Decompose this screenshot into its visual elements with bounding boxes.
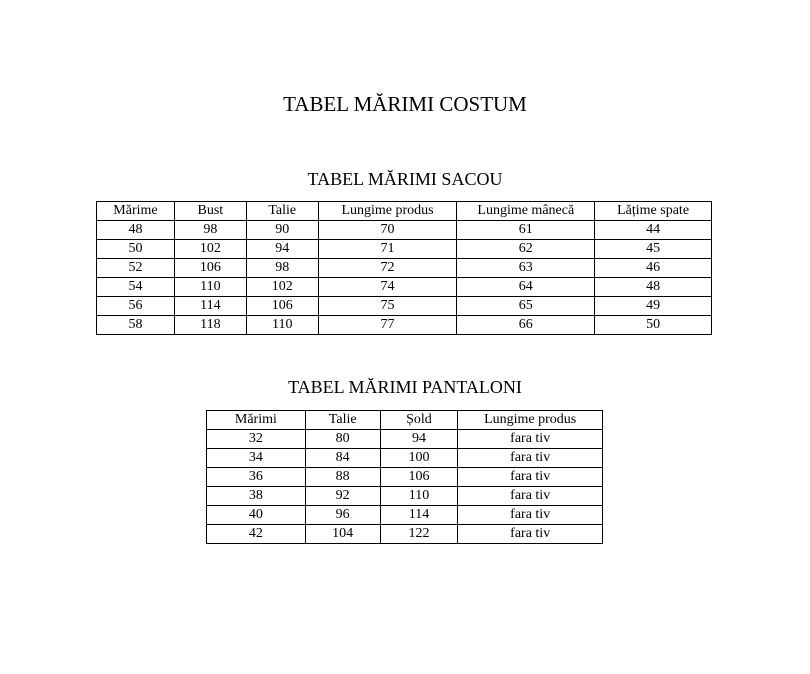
table-row — [97, 221, 712, 240]
table-header-row — [97, 202, 712, 221]
table-cell: 75 — [318, 297, 457, 316]
column-header: Lungime mânecă — [457, 202, 595, 221]
table-cell: 74 — [318, 278, 457, 297]
table-row — [207, 430, 603, 449]
table-row — [207, 468, 603, 487]
table-cell: 110 — [246, 316, 318, 335]
table-cell: 36 — [207, 468, 306, 487]
table-row — [207, 449, 603, 468]
column-header: Șold — [380, 411, 458, 430]
table-cell: 84 — [305, 449, 380, 468]
table-cell: 102 — [246, 278, 318, 297]
sacou-size-table — [96, 201, 712, 335]
table-cell: 110 — [380, 487, 458, 506]
table-row — [97, 259, 712, 278]
table-cell: 49 — [595, 297, 712, 316]
table-cell: 34 — [207, 449, 306, 468]
table-cell: 52 — [97, 259, 175, 278]
table-cell: 54 — [97, 278, 175, 297]
table-cell: 62 — [457, 240, 595, 259]
table-cell: 88 — [305, 468, 380, 487]
column-header: Lățime spate — [595, 202, 712, 221]
table-cell: 98 — [174, 221, 246, 240]
table-cell: 118 — [174, 316, 246, 335]
table-cell: 71 — [318, 240, 457, 259]
table-cell: 50 — [97, 240, 175, 259]
table-cell: 114 — [174, 297, 246, 316]
table-cell: 38 — [207, 487, 306, 506]
table-cell: 40 — [207, 506, 306, 525]
table-cell: fara tiv — [458, 449, 603, 468]
pantaloni-table-title: TABEL MĂRIMI PANTALONI — [288, 377, 522, 397]
table-cell: 64 — [457, 278, 595, 297]
table-cell: 106 — [246, 297, 318, 316]
table-cell: 100 — [380, 449, 458, 468]
column-header: Mărime — [97, 202, 175, 221]
column-header: Lungime produs — [318, 202, 457, 221]
table-cell: 110 — [174, 278, 246, 297]
table-cell: 77 — [318, 316, 457, 335]
table-cell: 106 — [174, 259, 246, 278]
document-title: TABEL MĂRIMI COSTUM — [283, 92, 527, 116]
table-cell: 70 — [318, 221, 457, 240]
table-row — [97, 297, 712, 316]
column-header: Talie — [246, 202, 318, 221]
table-cell: 94 — [246, 240, 318, 259]
table-cell: 65 — [457, 297, 595, 316]
table-cell: 104 — [305, 525, 380, 544]
table-cell: 114 — [380, 506, 458, 525]
table-cell: 46 — [595, 259, 712, 278]
table-cell: fara tiv — [458, 430, 603, 449]
table-row — [97, 316, 712, 335]
table-cell: 42 — [207, 525, 306, 544]
table-cell: 50 — [595, 316, 712, 335]
table-cell: 44 — [595, 221, 712, 240]
table-cell: fara tiv — [458, 487, 603, 506]
pantaloni-size-table — [206, 410, 603, 544]
table-cell: 80 — [305, 430, 380, 449]
table-row — [97, 278, 712, 297]
column-header: Talie — [305, 411, 380, 430]
table-cell: 98 — [246, 259, 318, 278]
table-cell: 58 — [97, 316, 175, 335]
table-row — [207, 487, 603, 506]
table-row — [97, 240, 712, 259]
table-cell: 32 — [207, 430, 306, 449]
table-cell: 94 — [380, 430, 458, 449]
table-cell: 122 — [380, 525, 458, 544]
sacou-table-title: TABEL MĂRIMI SACOU — [307, 169, 503, 189]
column-header: Mărimi — [207, 411, 306, 430]
table-cell: 45 — [595, 240, 712, 259]
table-row — [207, 525, 603, 544]
column-header: Bust — [174, 202, 246, 221]
table-cell: fara tiv — [458, 525, 603, 544]
table-row — [207, 506, 603, 525]
table-cell: fara tiv — [458, 506, 603, 525]
table-cell: 61 — [457, 221, 595, 240]
table-cell: 48 — [97, 221, 175, 240]
table-cell: 48 — [595, 278, 712, 297]
table-cell: 66 — [457, 316, 595, 335]
table-cell: 72 — [318, 259, 457, 278]
table-cell: 92 — [305, 487, 380, 506]
table-cell: 106 — [380, 468, 458, 487]
column-header: Lungime produs — [458, 411, 603, 430]
table-cell: 96 — [305, 506, 380, 525]
table-cell: 102 — [174, 240, 246, 259]
table-cell: 90 — [246, 221, 318, 240]
table-cell: fara tiv — [458, 468, 603, 487]
table-cell: 56 — [97, 297, 175, 316]
table-cell: 63 — [457, 259, 595, 278]
table-header-row — [207, 411, 603, 430]
